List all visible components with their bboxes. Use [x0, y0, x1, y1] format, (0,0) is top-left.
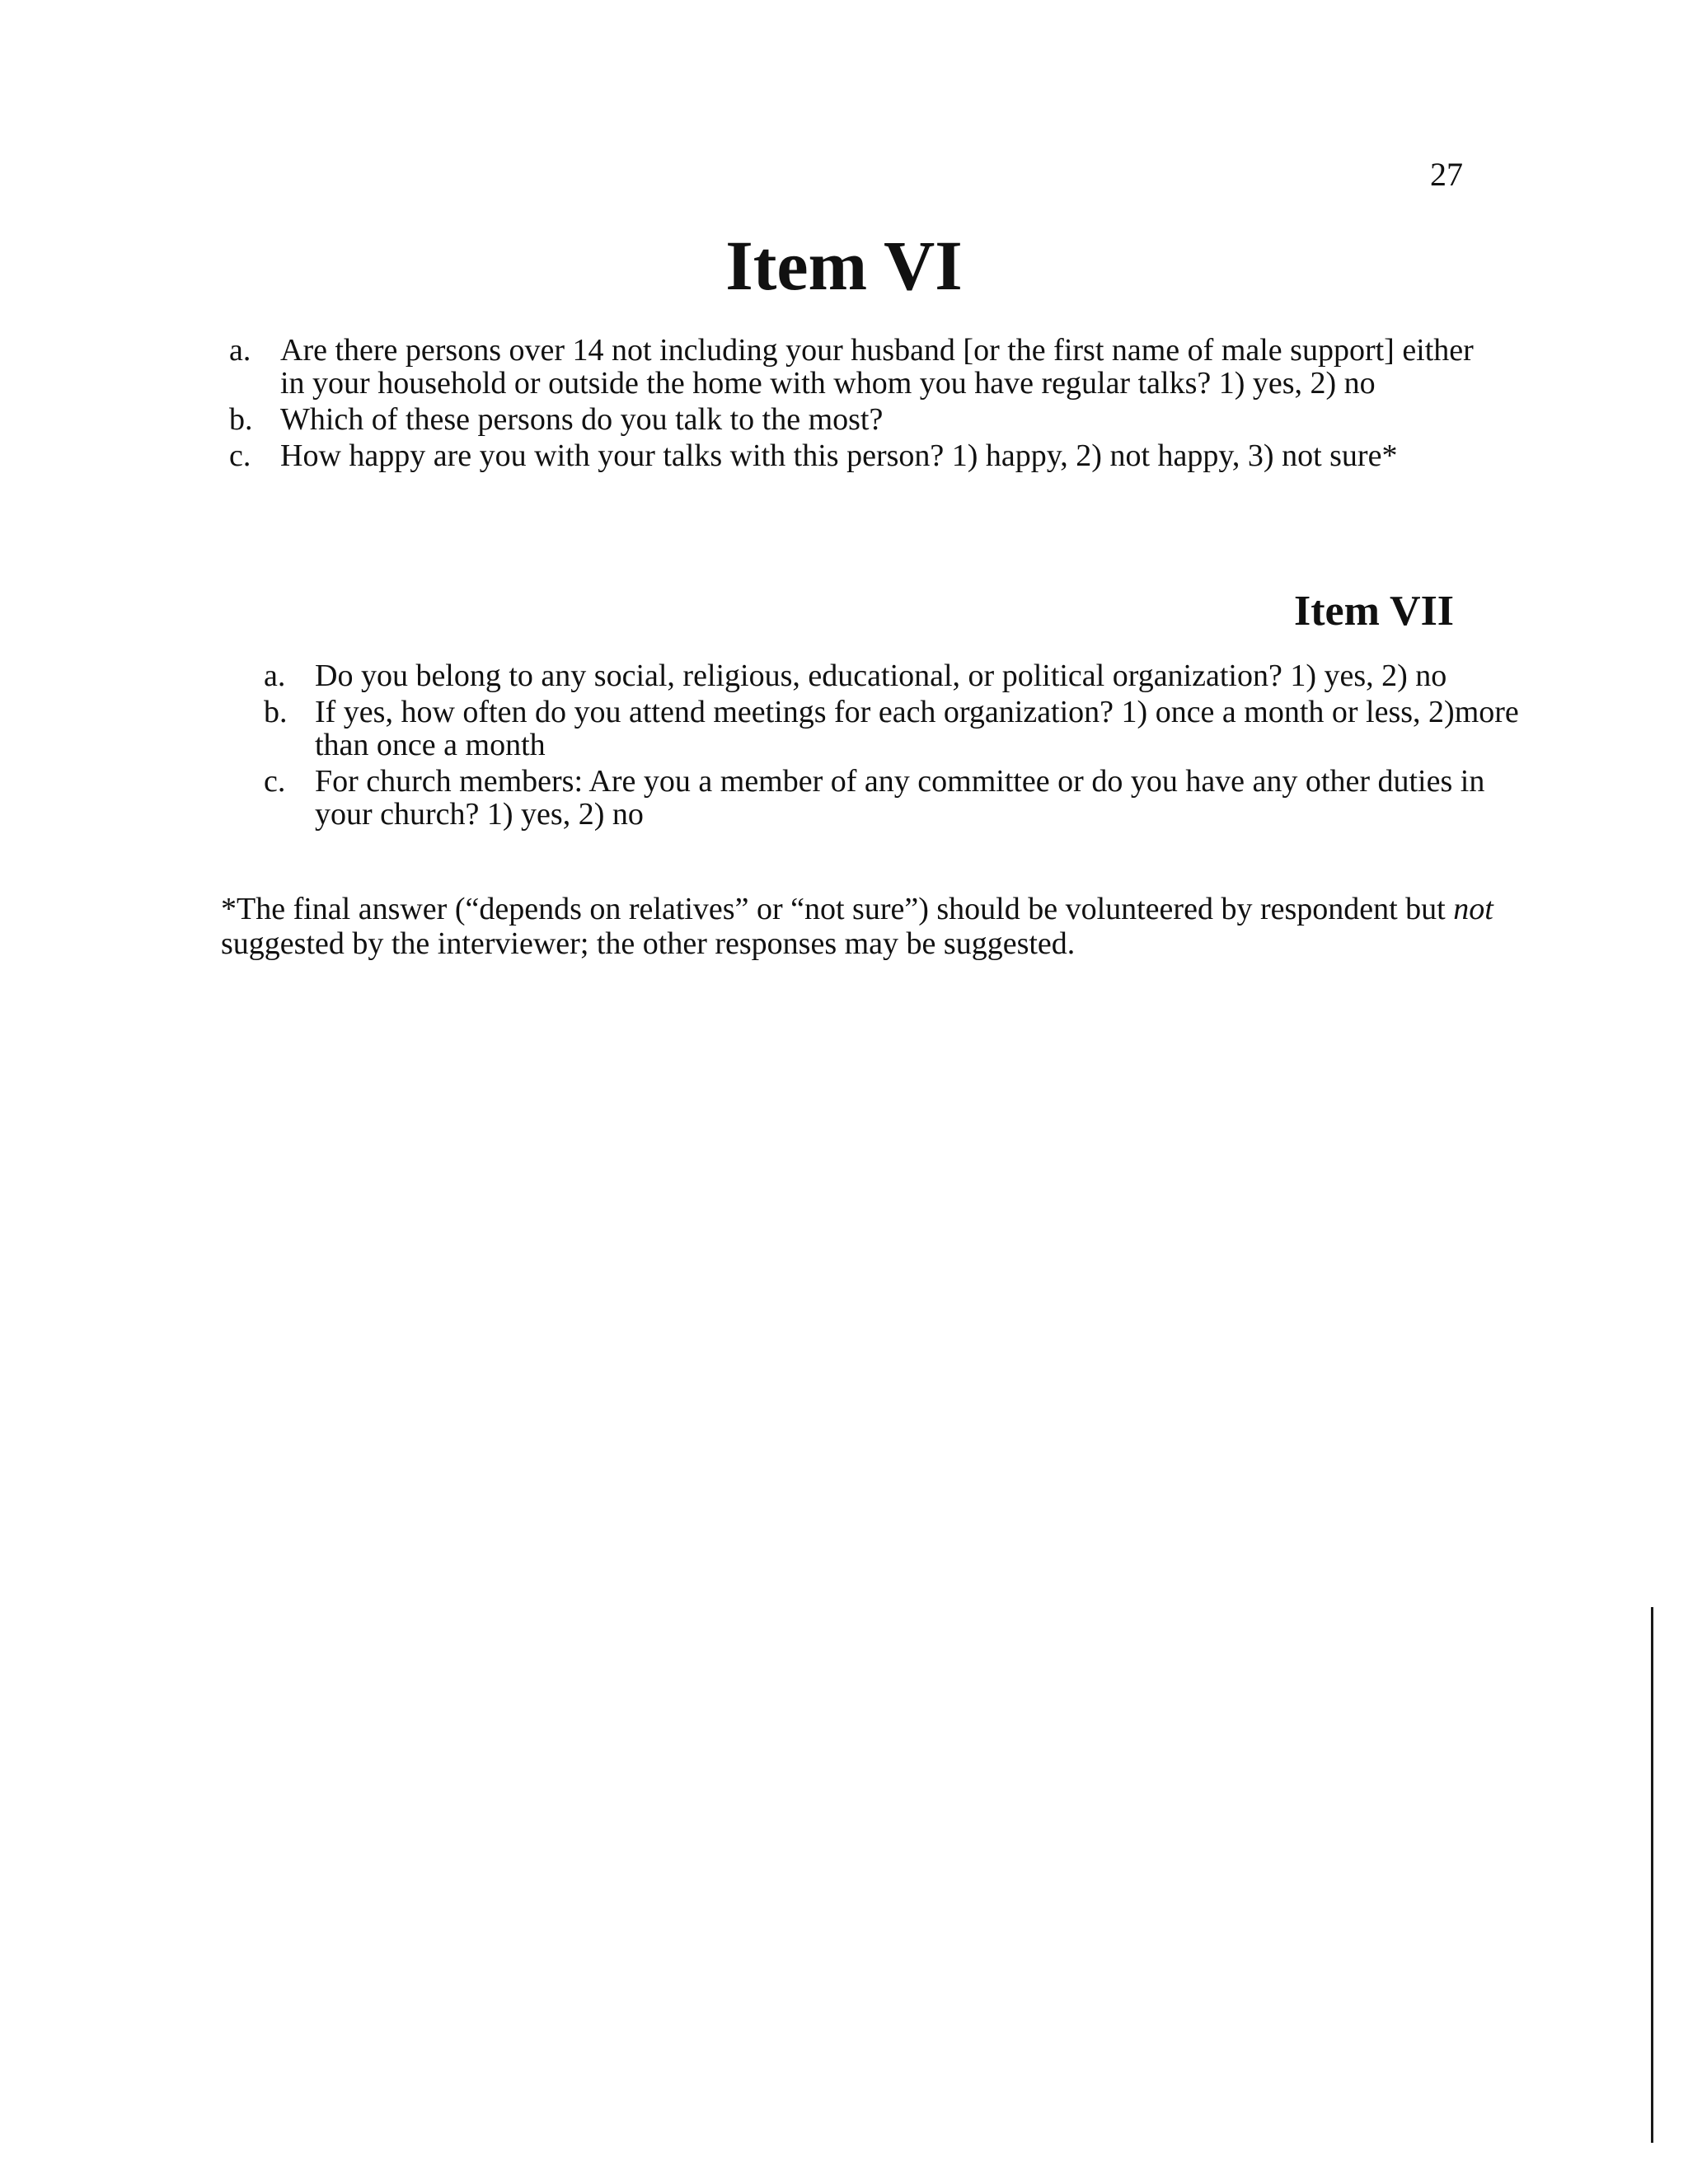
question-text: How happy are you with your talks with this person? 1) happy, 2) not happy, 3) not sure* — [280, 438, 1398, 473]
list-marker: b. — [264, 695, 288, 729]
item-vii-list — [264, 659, 1525, 834]
footnote-emphasis: not — [1453, 892, 1493, 926]
item-vi-list — [229, 334, 1482, 476]
scan-edge-line — [1651, 1607, 1653, 2143]
item-vii-heading: Item VII — [1294, 588, 1455, 635]
list-item — [229, 334, 1482, 400]
question-text: If yes, how often do you attend meetings for each organization? 1) once a month or less, 2)more than once a month — [315, 695, 1519, 762]
question-text: Are there persons over 14 not including your husband [or the first name of male support] either in your household or outside the home with whom you have regular talks? 1) yes, 2) no — [280, 333, 1474, 401]
page-number: 27 — [1430, 156, 1463, 193]
item-vi-heading: Item VI — [725, 226, 963, 305]
question-text: Do you belong to any social, religious, educational, or political organization? 1) yes, 2) no — [315, 658, 1447, 693]
list-marker: a. — [264, 658, 286, 693]
list-marker: a. — [229, 333, 251, 368]
list-item — [264, 765, 1525, 831]
list-item — [229, 439, 1482, 472]
list-item — [264, 659, 1525, 692]
list-item — [264, 696, 1525, 762]
list-item — [229, 403, 1482, 436]
question-text: Which of these persons do you talk to the most? — [280, 402, 884, 437]
footnote-text-end: suggested by the interviewer; the other responses may be suggested. — [221, 926, 1076, 961]
list-marker: c. — [264, 764, 286, 799]
list-marker: b. — [229, 402, 253, 437]
footnote — [221, 892, 1523, 961]
question-text: For church members: Are you a member of any committee or do you have any other duties in your church? 1) yes, 2) no — [315, 764, 1485, 832]
footnote-text-start: *The final answer (“depends on relatives” or “not sure”) should be volunteered by respondent but — [221, 892, 1454, 926]
list-marker: c. — [229, 438, 251, 473]
